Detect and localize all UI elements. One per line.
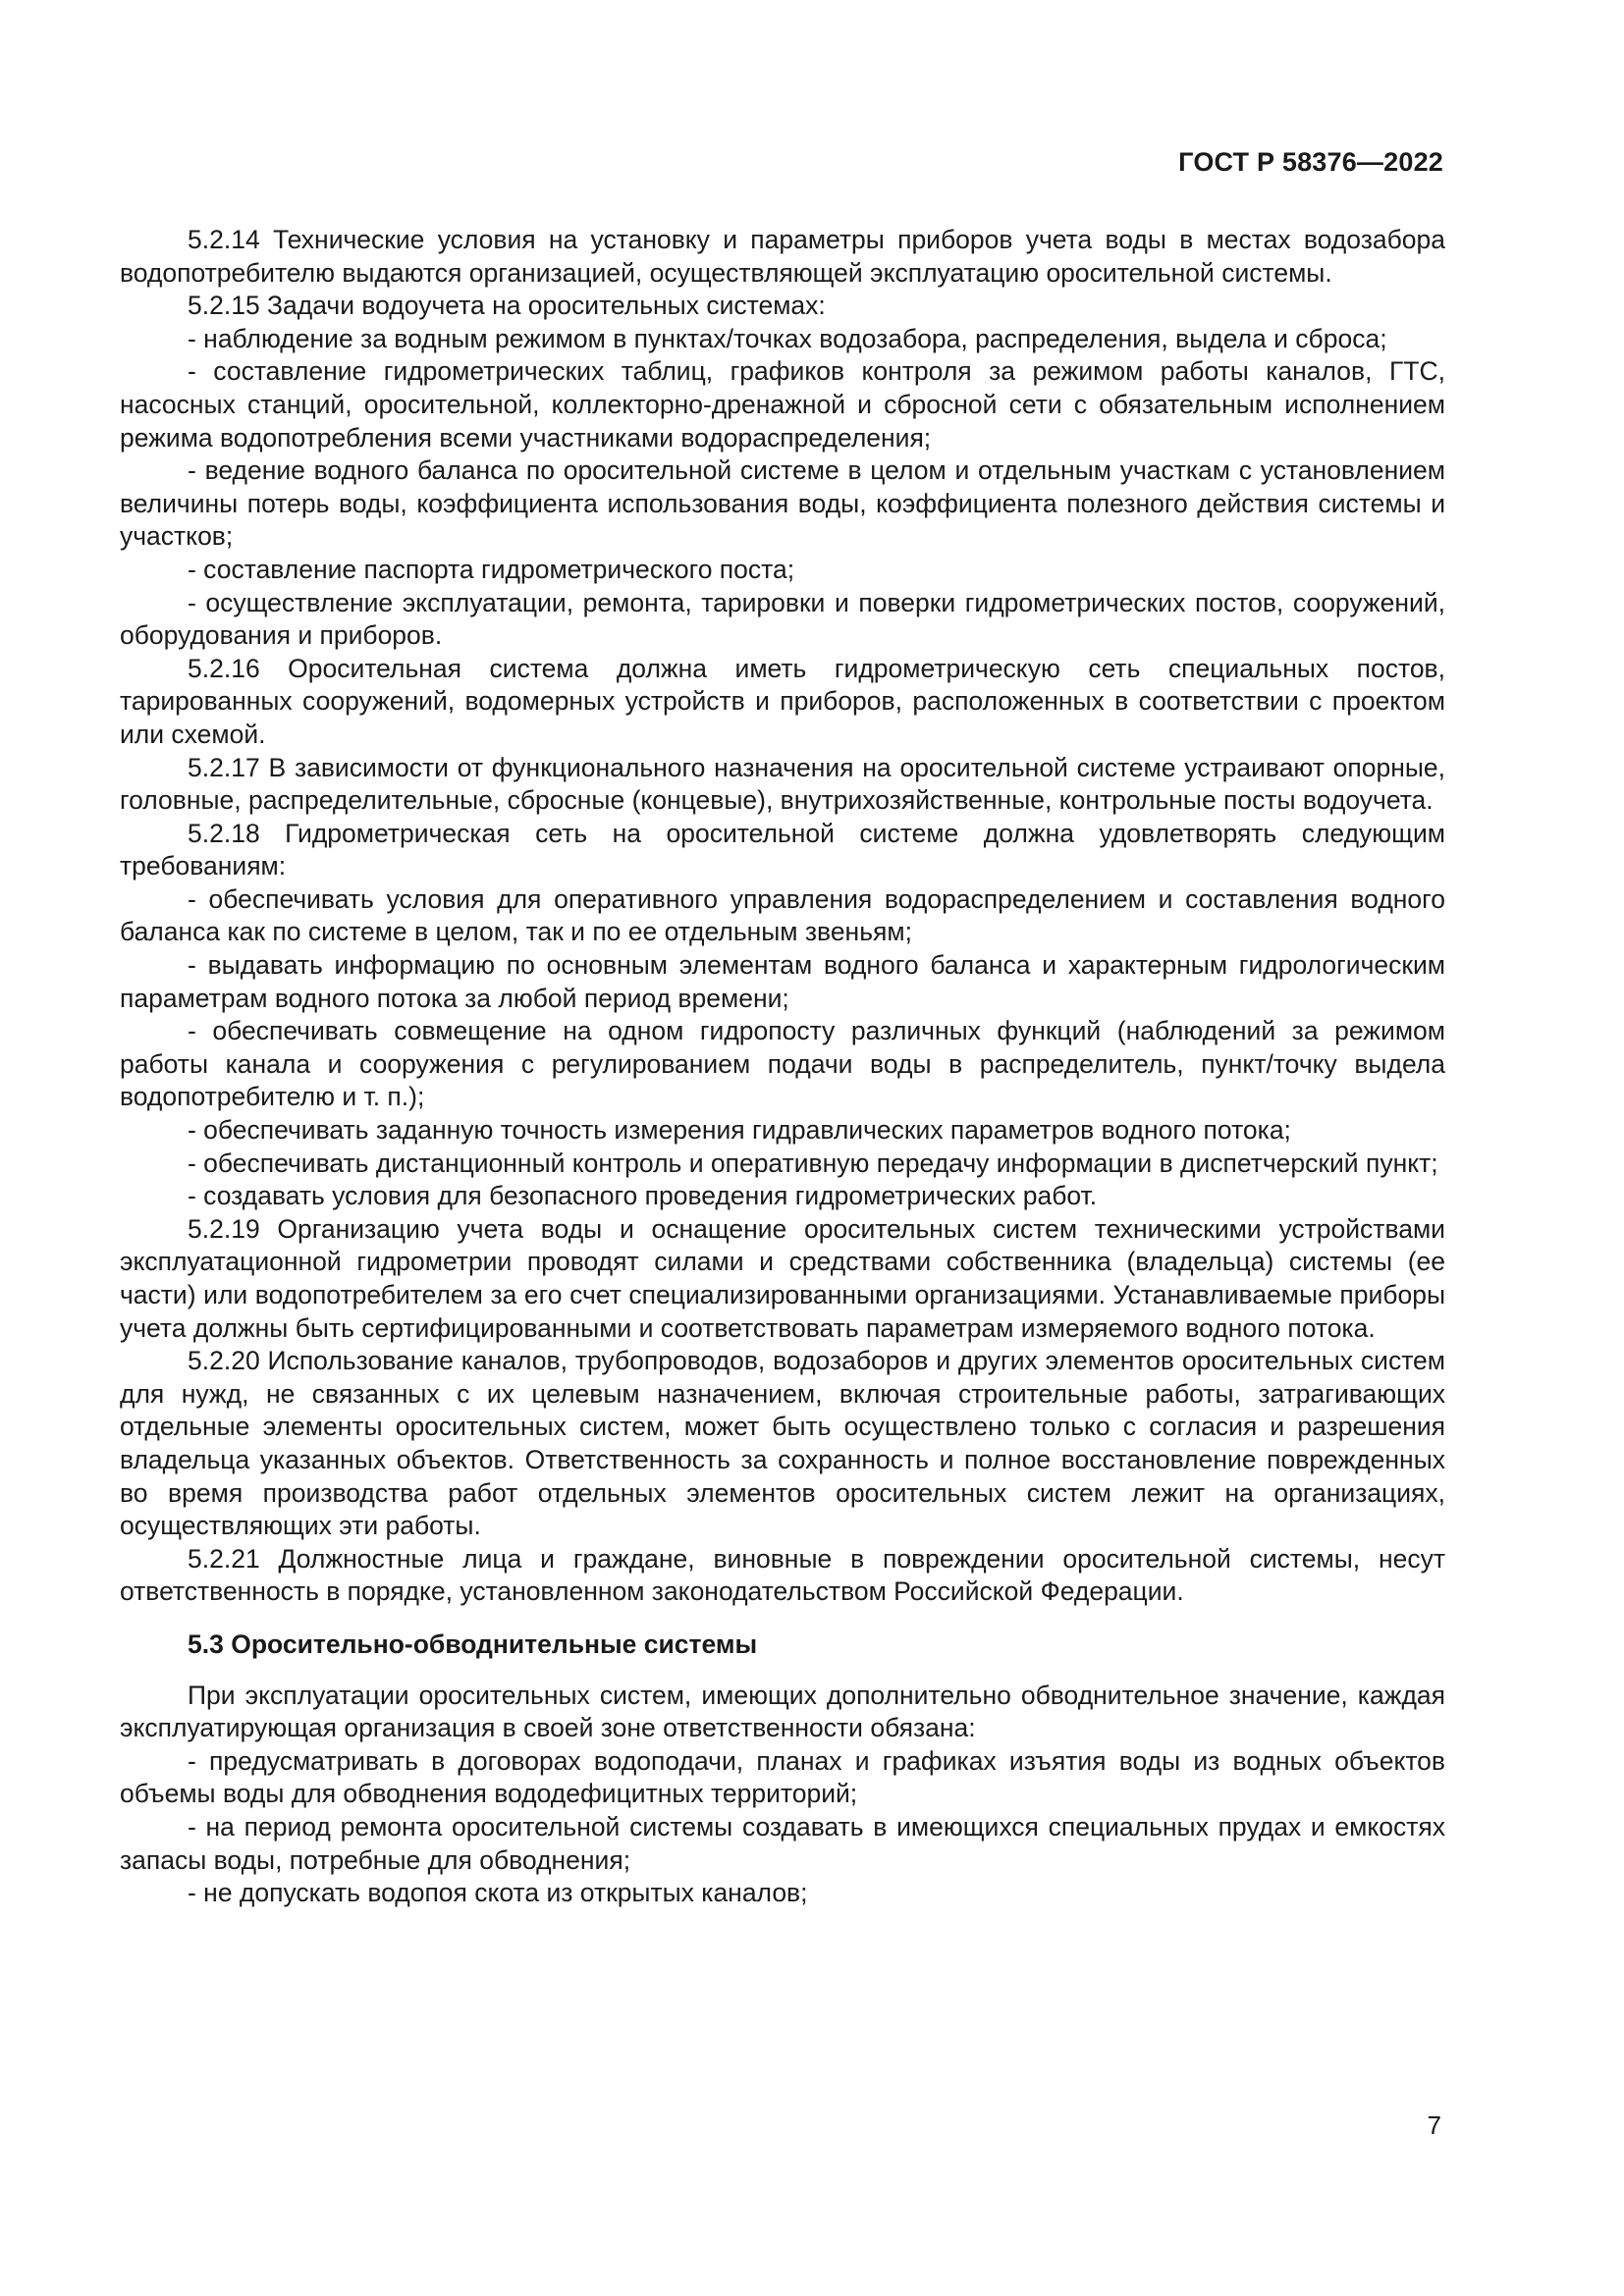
list-item: - обеспечивать совмещение на одном гидропосту различных функций (наблюдений за режимом работы канала и сооружения с регулированием подачи воды в распределитель, пункт/точку выдела водопотребителю и т. п.); <box>120 1016 1445 1112</box>
list-item: - обеспечивать дистанционный контроль и оперативную передачу информации в диспетчерский пункт; <box>188 1148 1438 1178</box>
list-item: - ведение водного баланса по оросительной системе в целом и отдельным участкам с установлением величины потерь воды, коэффициента использования воды, коэффициента полезного действия системы и участков; <box>120 455 1445 552</box>
document-code-header: ГОСТ Р 58376—2022 <box>1178 147 1443 177</box>
section-heading: 5.3 Оросительно-обводнительные системы <box>188 1629 758 1659</box>
list-item: - наблюдение за водным режимом в пунктах/точках водозабора, распределения, выдела и сброса; <box>188 323 1387 353</box>
list-item: - осуществление эксплуатации, ремонта, тарировки и поверки гидрометрических постов, сооружений, оборудования и приборов. <box>120 587 1445 651</box>
list-item: - обеспечивать заданную точность измерения гидравлических параметров водного потока; <box>188 1115 1291 1146</box>
paragraph: 5.2.14 Технические условия на установку и параметры приборов учета воды в местах водозабора водопотребителю выдаются организацией, осуществляющей эксплуатацию оросительной системы. <box>120 225 1445 288</box>
paragraph: 5.2.18 Гидрометрическая сеть на оросительной системе должна удовлетворять следующим требованиям: <box>120 818 1445 881</box>
paragraph: При эксплуатации оросительных систем, имеющих дополнительно обводнительное значение, каждая эксплуатирующая организация в своей зоне ответственности обязана: <box>120 1680 1445 1743</box>
paragraph: 5.2.21 Должностные лица и граждане, виновные в повреждении оросительной системы, несут ответственность в порядке, установленном законодательством Российской Федерации. <box>120 1543 1445 1607</box>
paragraph: 5.2.17 В зависимости от функционального назначения на оросительной системе устраивают опорные, головные, распределительные, сбросные (концевые), внутрихозяйственные, контрольные посты водоучета. <box>120 752 1445 816</box>
list-item: - создавать условия для безопасного проведения гидрометрических работ. <box>188 1181 1098 1211</box>
list-item: - на период ремонта оросительной системы создавать в имеющихся специальных прудах и емкостях запасы воды, потребные для обводнения; <box>120 1811 1445 1875</box>
paragraph: 5.2.20 Использование каналов, трубопроводов, водозаборов и других элементов оросительных систем для нужд, не связанных с их целевым назначением, включая строительные работы, затрагивающих отдельные элементы оросительных систем, может быть осуществлено только с согласия и разрешения владельца указанных объектов. Ответственность за сохранность и полное восстановление поврежденных во время производства работ отдельных элементов оросительных систем лежит на организациях, осуществляющих эти работы. <box>120 1346 1445 1541</box>
list-item: - не допускать водопоя скота из открытых каналов; <box>188 1878 808 1908</box>
paragraph: 5.2.19 Организацию учета воды и оснащение оросительных систем техническими устройствами эксплуатационной гидрометрии проводят силами и средствами собственника (владельца) системы (ее части) или водопотребителем за его счет специализированными организациями. Устанавливаемые приборы учета должны быть сертифицированными и соответствовать параметрам измеряемого водного потока. <box>120 1213 1445 1343</box>
paragraph: 5.2.15 Задачи водоучета на оросительных системах: <box>188 291 826 321</box>
document-body <box>120 224 1445 1910</box>
list-item: - выдавать информацию по основным элементам водного баланса и характерным гидрологическим параметрам водного потока за любой период времени; <box>120 950 1445 1013</box>
paragraph: 5.2.16 Оросительная система должна иметь гидрометрическую сеть специальных постов, тарированных сооружений, водомерных устройств и приборов, расположенных в соответствии с проектом или схемой. <box>120 653 1445 749</box>
list-item: - составление гидрометрических таблиц, графиков контроля за режимом работы каналов, ГТС, насосных станций, оросительной, коллекторно-дренажной и сбросной сети с обязательным исполнением режима водопотребления всеми участниками водораспределения; <box>120 356 1445 453</box>
list-item: - предусматривать в договорах водоподачи, планах и графиках изъятия воды из водных объектов объемы воды для обводнения вододефицитных территорий; <box>120 1745 1445 1809</box>
list-item: - составление паспорта гидрометрического поста; <box>188 554 795 584</box>
page-number: 7 <box>1427 2110 1441 2140</box>
list-item: - обеспечивать условия для оперативного управления водораспределением и составления водного баланса как по системе в целом, так и по ее отдельным звеньям; <box>120 883 1445 947</box>
